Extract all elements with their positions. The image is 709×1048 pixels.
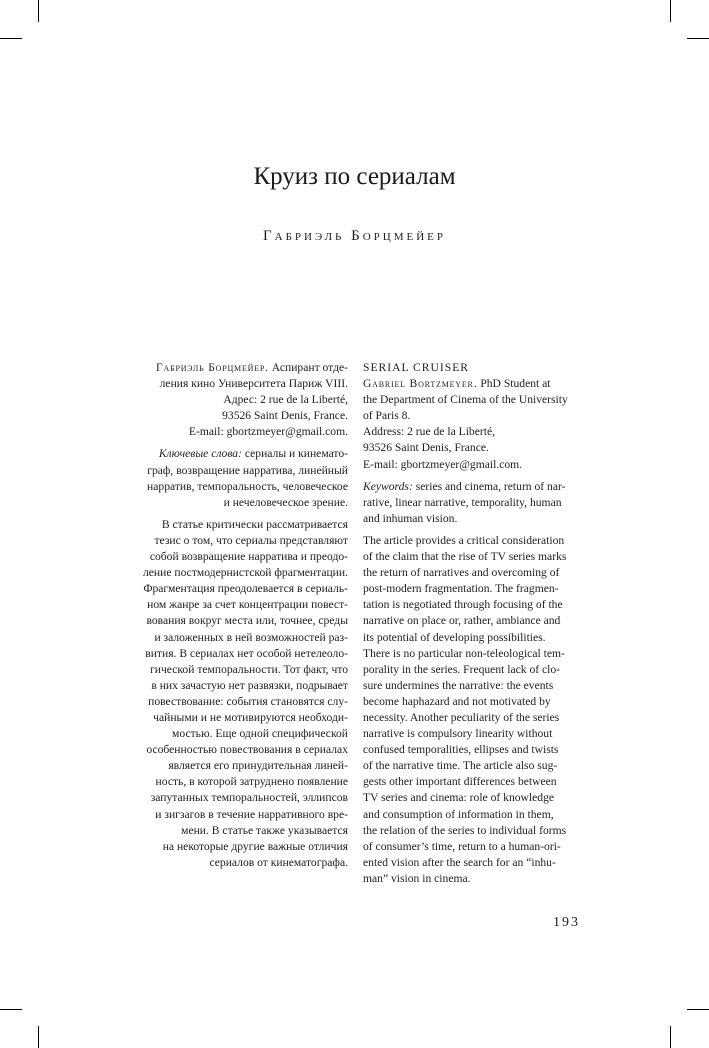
crop-mark-bottom-right-horizontal: [687, 1009, 709, 1010]
crop-mark-top-right-horizontal: [687, 38, 709, 39]
ru-abstract-line: вования вокруг места или, точнее, среды: [146, 614, 348, 628]
ru-bio-line: ления кино Университета Париж VIII.: [159, 377, 348, 391]
article-author: Габриэль Борцмейер: [263, 228, 446, 244]
ru-abstract-line: и зигзагов в течение нарративного вре-: [155, 807, 348, 821]
ru-abstract-line: гической темпоральности. Тот факт, что: [150, 662, 348, 676]
crop-mark-bottom-right-vertical: [670, 1026, 671, 1048]
ru-abstract-line: в них зачастую нет развязки, подрывает: [151, 678, 348, 692]
en-bio-line: E-mail: gbortzmeyer@gmail.com.: [363, 457, 523, 471]
ru-bio-name: Габриэль Борцмейер.: [156, 361, 269, 374]
en-abstract-line: The article provides a critical consideration: [363, 533, 565, 547]
en-bio: [363, 376, 581, 473]
en-keywords-line: series and cinema, return of nar-: [415, 479, 566, 493]
ru-abstract-line: особенностью повествования в сериалах: [146, 743, 348, 757]
en-bio-line: Address: 2 rue de la Liberté,: [363, 425, 495, 439]
en-abstract-line: narrative on place or, rather, ambiance and: [363, 614, 561, 628]
ru-abstract-line: является его принудительная линей-: [168, 759, 348, 773]
en-abstract-line: ented vision after the search for an “inhu-: [363, 855, 556, 869]
ru-abstract-line: мени. В статье также указывается: [181, 823, 348, 837]
en-bio-name: Gabriel Bortzmeyer.: [363, 377, 478, 391]
crop-mark-top-right-vertical: [670, 0, 671, 22]
ru-abstract-line: на некоторые другие важные отличия: [162, 839, 348, 853]
ru-abstract-line: ность, в которой затруднено появление: [155, 775, 348, 789]
ru-keywords-line: нарратив, темпоральность, человеческое: [147, 479, 348, 493]
en-heading: SERIAL CRUISER: [363, 361, 470, 374]
english-abstract-column: [363, 360, 581, 887]
en-bio-line: the Department of Cinema of the University: [363, 393, 568, 407]
en-abstract-line: of the claim that the rise of TV series marks: [363, 550, 567, 564]
en-abstract-line: man” vision in cinema.: [363, 871, 471, 885]
en-keywords: [363, 479, 581, 527]
ru-keywords-line: граф, возвращение нарратива, линейный: [147, 463, 348, 477]
ru-abstract-line: повествование: события становятся слу-: [148, 694, 348, 708]
en-abstract-line: of consumer’s time, return to a human-ori-: [363, 839, 561, 853]
en-abstract-line: confused temporalities, ellipses and twists: [363, 743, 559, 757]
ru-bio-line: 93526 Saint Denis, France.: [222, 409, 348, 423]
ru-abstract-line: сериалов от кинематографа.: [209, 855, 348, 869]
en-abstract-line: necessity. Another peculiarity of the series: [363, 710, 560, 724]
crop-mark-bottom-left-vertical: [38, 1026, 39, 1048]
ru-abstract-line: мостью. Еще одной специфической: [172, 727, 348, 741]
ru-abstract-line: вития. В сериалах нет особой нетелеоло-: [145, 646, 348, 660]
en-abstract-line: TV series and cinema: role of knowledge: [363, 791, 555, 805]
ru-bio-line: E-mail: gbortzmeyer@gmail.com.: [188, 425, 348, 439]
ru-abstract-line: чайными и не мотивируются необходи-: [153, 710, 348, 724]
ru-abstract-line: и заложенных в ней возможностей раз-: [154, 630, 348, 644]
en-bio-line: of Paris 8.: [363, 409, 411, 423]
en-abstract-line: There is no particular non-teleological tem-: [363, 646, 565, 660]
ru-abstract-line: ном жанре за счет концентрации повест-: [147, 598, 348, 612]
en-abstract-line: sure undermines the narrative: the events: [363, 678, 554, 692]
en-abstract-line: porality in the series. Frequent lack of clo-: [363, 662, 561, 676]
ru-bio: [100, 360, 348, 440]
en-abstract-line: the return of narratives and overcoming of: [363, 566, 560, 580]
en-abstract-line: the relation of the series to individual forms: [363, 823, 567, 837]
ru-abstract-line: тезис о том, что сериалы представляют: [154, 533, 348, 547]
en-bio-line: PhD Student at: [480, 377, 551, 391]
ru-abstract-line: запутанных темпоральностей, эллипсов: [150, 791, 348, 805]
crop-mark-top-left-vertical: [38, 0, 39, 22]
ru-abstract-line: Фрагментация преодолевается в сериаль-: [143, 582, 348, 596]
ru-abstract: [100, 517, 348, 871]
en-abstract-line: narrative is compulsory linearity without: [363, 727, 553, 741]
crop-mark-bottom-left-horizontal: [0, 1009, 22, 1010]
ru-keywords-label: Ключевые слова:: [158, 447, 242, 461]
en-abstract-line: of the narrative time. The article also sug-: [363, 759, 558, 773]
en-abstract-line: post-modern fragmentation. The fragmen-: [363, 582, 559, 596]
en-keywords-line: and inhuman vision.: [363, 511, 458, 525]
en-abstract-line: gests other important differences between: [363, 775, 557, 789]
en-abstract: [363, 533, 581, 887]
en-abstract-line: its potential of developing possibilities.: [363, 630, 546, 644]
en-abstract-line: tation is negotiated through focusing of the: [363, 598, 563, 612]
ru-bio-line: Адрес: 2 rue de la Liberté,: [223, 393, 348, 407]
crop-mark-top-left-horizontal: [0, 38, 22, 39]
ru-abstract-line: ление постмодернистской фрагментации.: [143, 566, 348, 580]
en-abstract-line: become haphazard and not motivated by: [363, 694, 551, 708]
ru-abstract-line: В статье критически рассматривается: [161, 517, 348, 531]
page-number: 193: [553, 915, 580, 930]
ru-bio-line: Аспирант отде-: [271, 361, 348, 374]
russian-abstract-column: [100, 360, 348, 871]
ru-keywords-line: сериалы и кинемато-: [244, 447, 348, 461]
en-keywords-line: rative, linear narrative, temporality, human: [363, 495, 562, 509]
article-title: Круиз по сериалам: [253, 163, 456, 190]
en-bio-line: 93526 Saint Denis, France.: [363, 441, 489, 455]
ru-keywords: [100, 446, 348, 510]
en-abstract-line: and consumption of information in them,: [363, 807, 554, 821]
en-keywords-label: Keywords:: [363, 479, 413, 493]
ru-abstract-line: собой возвращение нарратива и преодо-: [149, 550, 348, 564]
ru-keywords-line: и нечеловеческое зрение.: [223, 495, 348, 509]
